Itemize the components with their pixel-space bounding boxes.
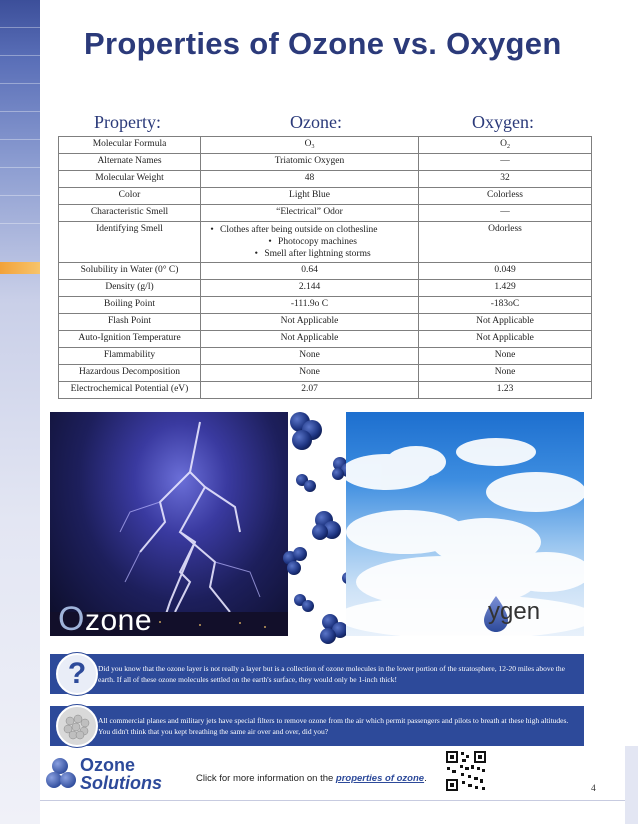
bar-band	[0, 56, 40, 84]
table-row	[59, 348, 592, 365]
cell-ozone: 2.07	[201, 382, 419, 399]
cell-ozone: Triatomic Oxygen	[201, 154, 419, 171]
column-headers	[58, 112, 592, 136]
bar-band	[0, 196, 40, 224]
cell-oxygen: None	[419, 365, 592, 382]
orange-accent-stripe	[0, 262, 40, 274]
clouds-graphic	[346, 412, 584, 636]
list-item-text: Smell after lightning storms	[264, 249, 371, 259]
cell-property: Hazardous Decomposition	[59, 365, 201, 382]
table-row	[59, 205, 592, 222]
qr-code-icon[interactable]	[444, 749, 488, 793]
cell-property: Density (g/l)	[59, 280, 201, 297]
cell-ozone: -111.9o C	[201, 297, 419, 314]
more-info-suffix: .	[424, 773, 427, 784]
cell-oxygen: —	[419, 154, 592, 171]
cell-ozone: Not Applicable	[201, 331, 419, 348]
list-item-text: Photocopy machines	[278, 237, 357, 247]
cell-ozone: 2.144	[201, 280, 419, 297]
cell-oxygen: 1.429	[419, 280, 592, 297]
oxygen-brand-text: ygen	[488, 598, 541, 625]
cell-oxygen: Not Applicable	[419, 314, 592, 331]
bar-band	[0, 0, 40, 28]
cell-ozone	[201, 137, 419, 154]
cell-ozone: None	[201, 348, 419, 365]
fact-text: All commercial planes and military jets have special filters to remove ozone from the air which permit passengers and pilots to breath at these high altitudes. You didn't think that you kept breathing the same air over and over, did you?	[98, 716, 569, 736]
oxygen-brand-label	[488, 598, 540, 626]
ozone-brand-letter: O	[58, 600, 85, 638]
properties-of-ozone-link[interactable]: properties of ozone	[335, 773, 425, 784]
cell-property: Electrochemical Potential (eV)	[59, 382, 201, 399]
sky-clouds-image	[346, 412, 584, 636]
bar-band	[0, 140, 40, 168]
cell-property: Auto-Ignition Temperature	[59, 331, 201, 348]
cell-ozone: Not Applicable	[201, 314, 419, 331]
fact-bar-jet-filters	[50, 706, 584, 746]
cell-property: Solubility in Water (0° C)	[59, 263, 201, 280]
logo-text-solutions: Solutions	[80, 773, 162, 793]
table-row	[59, 331, 592, 348]
list-item: • Smell after lightning storms	[254, 249, 371, 259]
table-row	[59, 280, 592, 297]
cell-ozone: “Electrical” Odor	[201, 205, 419, 222]
molecule-cluster-icon	[56, 705, 98, 747]
ozone-brand-text: zone	[84, 604, 153, 637]
list-item: • Photocopy machines	[268, 237, 357, 247]
cell-oxygen: 0.049	[419, 263, 592, 280]
cell-property: Molecular Formula	[59, 137, 201, 154]
ozone-molecule-icon	[283, 547, 307, 575]
formula-symbol: O	[304, 139, 312, 149]
page-number: 4	[591, 784, 596, 794]
cell-oxygen: -183oC	[419, 297, 592, 314]
footer-divider	[40, 800, 638, 801]
cell-ozone: 48	[201, 171, 419, 188]
page-title: Properties of Ozone vs. Oxygen	[84, 26, 562, 61]
table-row	[59, 263, 592, 280]
cell-oxygen: Not Applicable	[419, 331, 592, 348]
ozone-molecule-icon	[312, 511, 341, 540]
formula-subscript: 2	[506, 144, 510, 150]
properties-table	[58, 136, 592, 399]
cell-property: Alternate Names	[59, 154, 201, 171]
right-decorative-strip	[625, 746, 638, 824]
list-item: • Clothes after being outside on clothesline	[210, 225, 378, 235]
left-decorative-bar	[0, 0, 40, 824]
table-row	[59, 188, 592, 205]
cell-oxygen: 32	[419, 171, 592, 188]
oxygen-molecule-icon	[294, 594, 314, 612]
cell-oxygen	[419, 137, 592, 154]
cell-ozone	[201, 222, 419, 263]
bar-band	[0, 84, 40, 112]
cell-property: Flammability	[59, 348, 201, 365]
cell-oxygen: Odorless	[419, 222, 592, 263]
table-row	[59, 365, 592, 382]
cell-property: Identifying Smell	[59, 222, 201, 263]
header-oxygen: Oxygen:	[472, 112, 534, 132]
bar-band	[0, 28, 40, 56]
formula-symbol: O	[500, 139, 507, 149]
table-row	[59, 137, 592, 154]
ozone-molecule-icon	[290, 412, 322, 450]
table-row	[59, 382, 592, 399]
table-row	[59, 154, 592, 171]
ozone-brand-label	[58, 600, 152, 639]
more-info-line	[196, 773, 427, 784]
cell-property: Molecular Weight	[59, 171, 201, 188]
cell-ozone: 0.64	[201, 263, 419, 280]
table-row	[59, 222, 592, 263]
cell-oxygen: —	[419, 205, 592, 222]
formula-subscript: 3	[311, 144, 315, 150]
cell-oxygen: 1.23	[419, 382, 592, 399]
cell-ozone: Light Blue	[201, 188, 419, 205]
logo-text-ozone: Ozone	[80, 755, 136, 775]
bar-band	[0, 112, 40, 140]
cell-property: Characteristic Smell	[59, 205, 201, 222]
header-ozone: Ozone:	[290, 112, 342, 132]
cell-oxygen: Colorless	[419, 188, 592, 205]
cell-property: Color	[59, 188, 201, 205]
more-info-prefix: Click for more information on the	[196, 773, 336, 784]
cell-oxygen: None	[419, 348, 592, 365]
fact-bar-ozone-layer	[50, 654, 584, 694]
list-item-text: Clothes after being outside on clothesline	[220, 225, 378, 235]
question-mark-icon: ?	[56, 653, 98, 695]
ozone-molecule-icon	[320, 614, 348, 644]
smell-list	[204, 224, 415, 260]
cell-ozone: None	[201, 365, 419, 382]
bar-band	[0, 168, 40, 196]
fact-text: Did you know that the ozone layer is not really a layer but is a collection of ozone molecules in the lower portion of the stratosphere, 12-20 miles above the earth. If all of these ozone molecules settled on the earth's surface, they would only be 1-inch thick!	[98, 664, 565, 684]
table-row	[59, 171, 592, 188]
table-row	[59, 314, 592, 331]
table-row	[59, 297, 592, 314]
header-property: Property:	[94, 112, 161, 132]
oxygen-molecule-icon	[296, 474, 316, 492]
cell-property: Boiling Point	[59, 297, 201, 314]
cell-property: Flash Point	[59, 314, 201, 331]
